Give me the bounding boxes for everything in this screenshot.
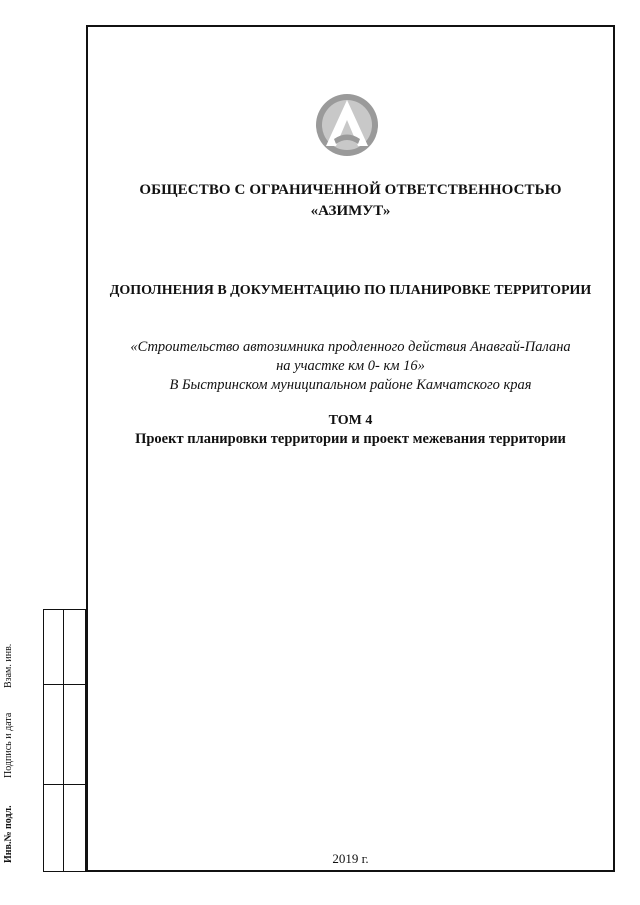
stamp-signature-date: Подпись и дата <box>3 712 14 778</box>
side-stamp-row-divider <box>44 684 85 685</box>
side-stamp-divider <box>63 610 64 871</box>
stamp-inv-no: Инв.№ подл. <box>3 805 14 863</box>
document-title: ДОПОЛНЕНИЯ В ДОКУМЕНТАЦИЮ ПО ПЛАНИРОВКЕ ТЕРРИТОРИИ <box>109 283 592 298</box>
document-year: 2019 г. <box>332 851 369 866</box>
side-stamp-row-divider <box>44 784 85 785</box>
volume-number: ТОМ 4 <box>328 413 373 428</box>
project-line-3: В Быстринском муниципальном районе Камчатского края <box>169 377 532 393</box>
project-line-2: на участке км 0- км 16» <box>276 358 425 374</box>
azimut-logo-icon <box>314 92 380 158</box>
company-name-line1: ОБЩЕСТВО С ОГРАНИЧЕННОЙ ОТВЕТСТВЕННОСТЬЮ <box>139 182 562 198</box>
stamp-replace-inv: Взам. инв. <box>3 643 14 688</box>
company-name-line2: «АЗИМУТ» <box>310 203 391 219</box>
side-stamp-table <box>43 609 86 872</box>
project-line-1: «Строительство автозимника продленного действия Анавгай-Палана <box>130 339 571 355</box>
volume-title: Проект планировки территории и проект межевания территории <box>135 431 566 447</box>
